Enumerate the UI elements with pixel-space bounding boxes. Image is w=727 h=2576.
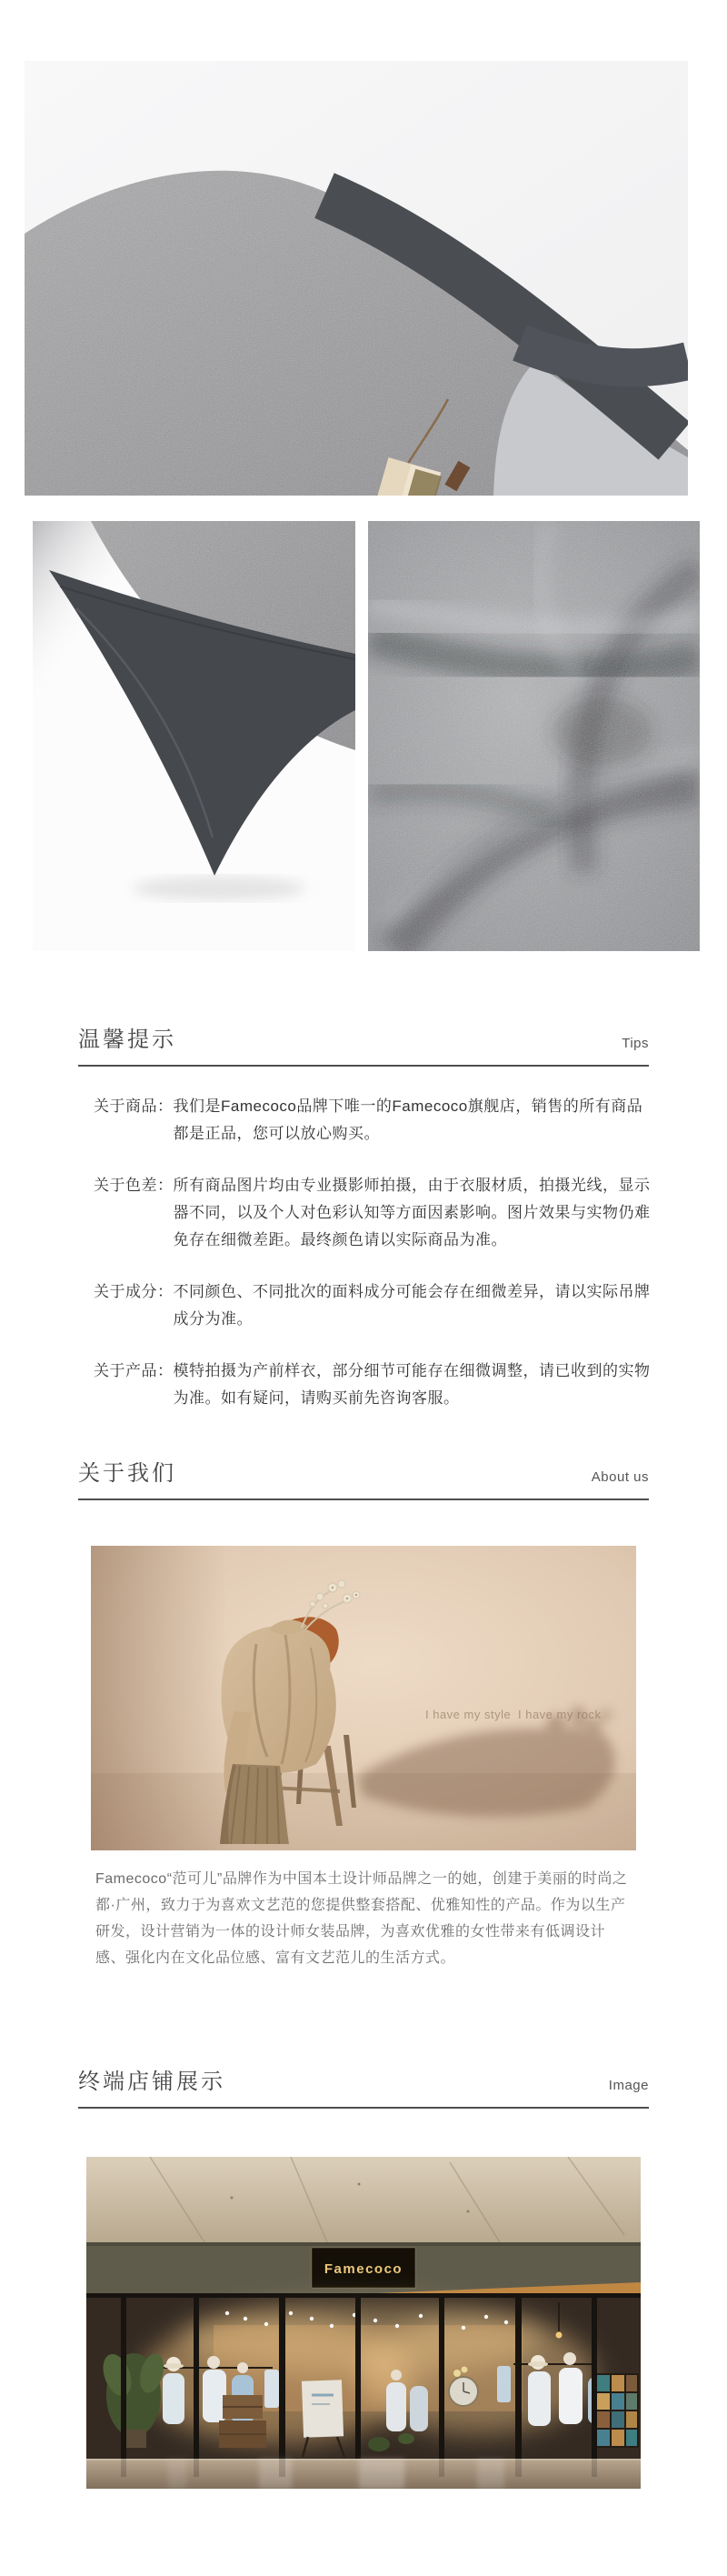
tip-item-sample — [94, 1358, 652, 1412]
brand-image-caption-2: I have my rock — [518, 1708, 602, 1721]
tip-text: 我们是Famecoco品牌下唯一的Famecoco旗舰店，销售的所有商品都是正品，您可以放心购买。 — [173, 1098, 643, 1142]
tip-text: 不同颜色、不同批次的面料成分可能会存在细微差异，请以实际吊牌成分为准。 — [173, 1283, 651, 1328]
store-front-art — [86, 2157, 641, 2489]
tip-label: 关于色差： — [94, 1177, 174, 1194]
store-title-en: Image — [608, 2078, 649, 2093]
tip-item-color — [94, 1172, 652, 1254]
tip-item-product — [94, 1093, 652, 1148]
product-main-image — [25, 61, 688, 496]
detail-cuff-art — [33, 521, 355, 951]
product-detail-image-cuff — [33, 521, 355, 951]
brand-image-chair — [91, 1546, 636, 1850]
store-title-cn: 终端店铺展示 — [78, 2070, 225, 2094]
tip-label: 关于商品： — [94, 1098, 174, 1115]
section-header-store — [78, 2070, 649, 2109]
cuff-drop-shadow — [133, 877, 305, 900]
ceiling — [86, 2157, 641, 2242]
section-header-tips — [78, 1027, 649, 1067]
tip-text: 所有商品图片均由专业摄影师拍摄，由于衣服材质，拍摄光线，显示器不同，以及个人对色彩认知等方面因素影响。图片效果与实物仍难免存在细微差距。最终颜色请以实际商品为准。 — [173, 1177, 651, 1248]
fabric-grain — [368, 521, 700, 951]
tip-item-composition — [94, 1278, 652, 1333]
product-main-image-art — [25, 61, 688, 496]
store-interior — [86, 2293, 641, 2459]
floor — [86, 2459, 641, 2489]
brand-image-art — [91, 1546, 636, 1850]
about-title-en: About us — [591, 1469, 649, 1485]
product-detail-image-fabric — [368, 521, 700, 951]
store-sign-text: Famecoco — [324, 2261, 403, 2277]
wooden-crates — [219, 2395, 266, 2448]
about-body-text: Famecoco“范可儿”品牌作为中国本土设计师品牌之一的她，创建于美丽的时尚之都·广州，致力于为喜欢文艺范的您提供整套搭配、优雅知性的产品。作为以生产研发，设计营销为一体的设计师女装品牌，为喜欢优雅的女性带来有低调设计感、强化内在文化品位感、富有文艺范儿的生活方式。 — [95, 1871, 628, 1966]
patchwork-cabinet — [595, 2373, 639, 2448]
tips-title-cn: 温馨提示 — [78, 1027, 176, 1052]
tips-list — [94, 1093, 652, 1437]
store-sign — [312, 2248, 415, 2288]
store-front-image — [86, 2157, 641, 2489]
pleated-skirt — [220, 1764, 289, 1844]
tip-label: 关于产品： — [94, 1362, 174, 1379]
tips-title-en: Tips — [622, 1036, 649, 1051]
about-title-cn: 关于我们 — [78, 1461, 176, 1486]
section-divider — [78, 1065, 649, 1067]
collar-fold-band — [520, 343, 688, 367]
brand-image-caption-1: I have my style — [425, 1708, 512, 1721]
detail-fabric-art — [368, 521, 700, 951]
section-divider — [78, 2107, 649, 2109]
section-header-about — [78, 1461, 649, 1500]
tip-label: 关于成分： — [94, 1283, 174, 1300]
section-divider — [78, 1498, 649, 1500]
tip-text: 模特拍摄为产前样衣，部分细节可能存在细微调整，请已收到的实物为准。如有疑问，请购买前先咨询客服。 — [173, 1362, 651, 1407]
